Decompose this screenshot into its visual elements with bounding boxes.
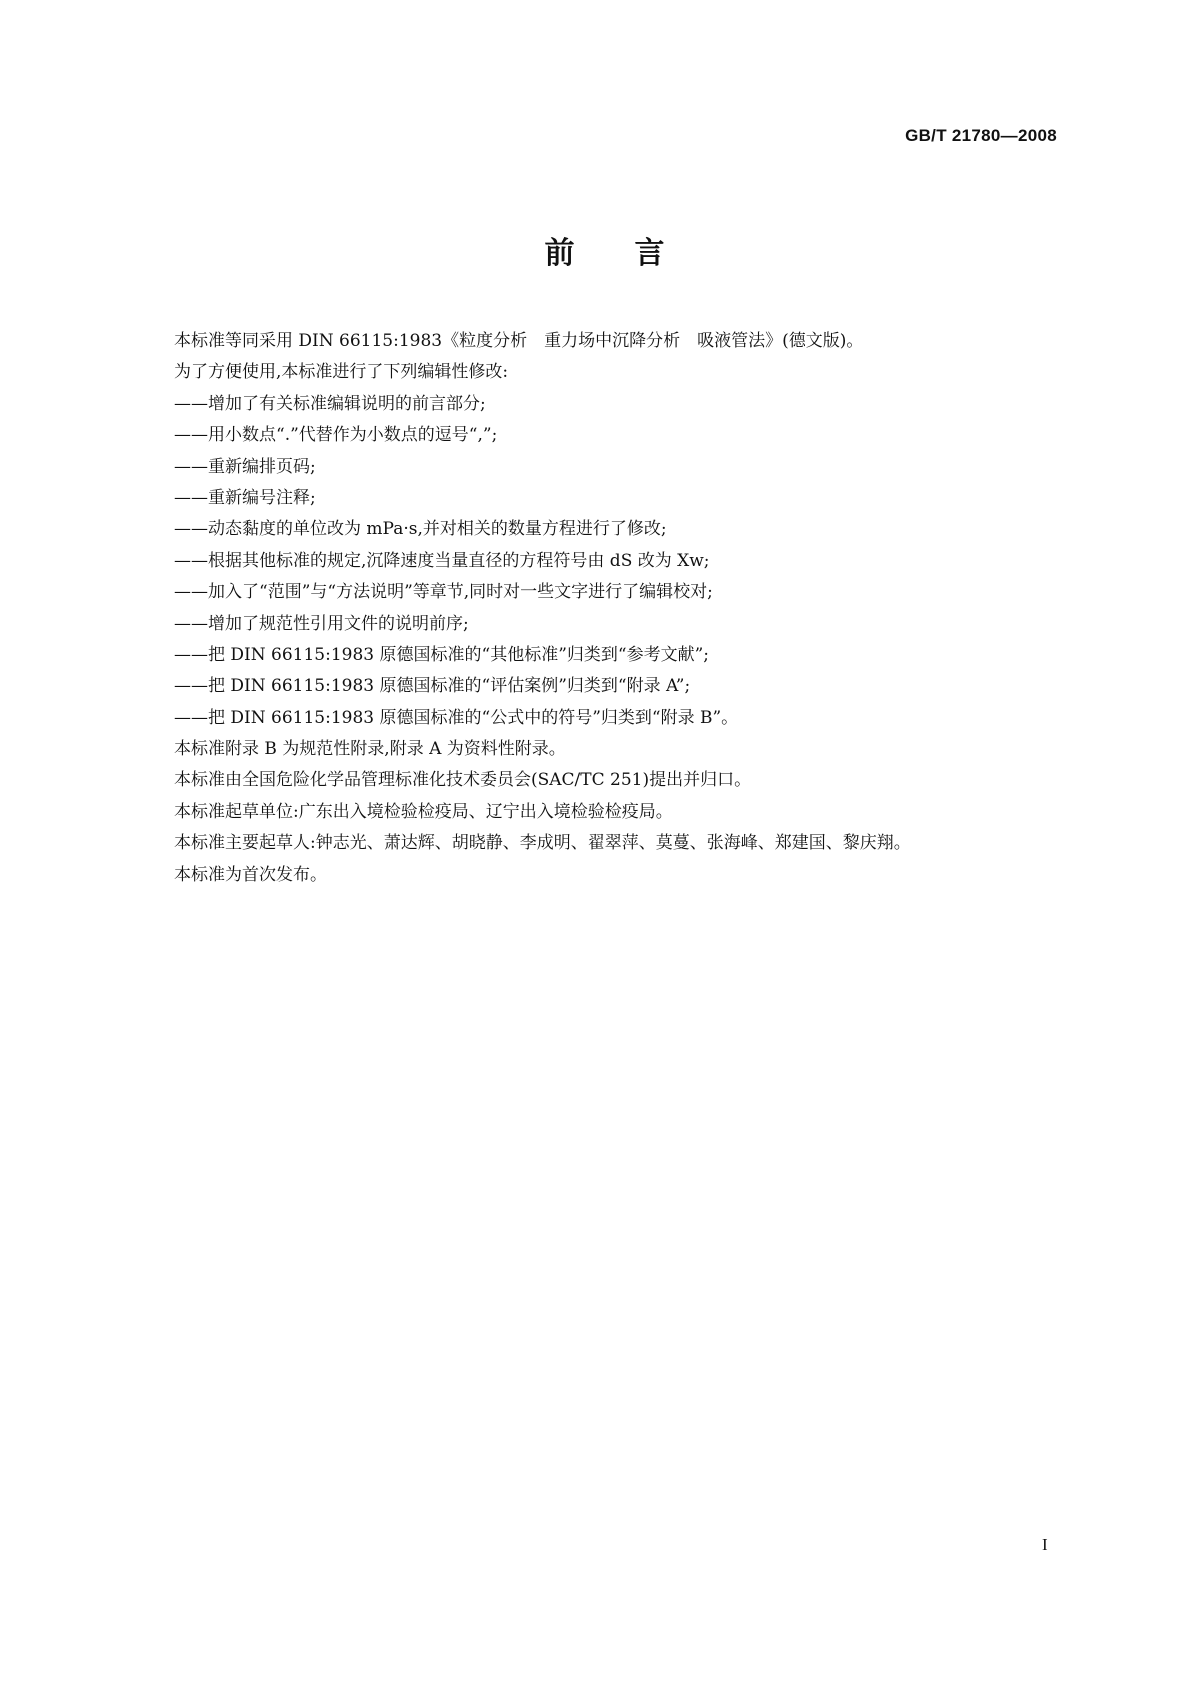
- list-item: ——把 DIN 66115:1983 原德国标准的“公式中的符号”归类到“附录 B”。: [174, 707, 739, 728]
- list-item: ——增加了规范性引用文件的说明前序;: [174, 613, 469, 634]
- list-item: ——把 DIN 66115:1983 原德国标准的“评估案例”归类到“附录 A”;: [174, 676, 691, 697]
- list-item: ——重新编排页码;: [174, 456, 316, 477]
- standard-code: GB/T 21780—2008: [905, 126, 1057, 145]
- paragraph-annex: 本标准附录 B 为规范性附录,附录 A 为资料性附录。: [174, 739, 566, 760]
- list-item: ——重新编号注释;: [174, 487, 316, 508]
- list-item: ——根据其他标准的规定,沉降速度当量直径的方程符号由 dS 改为 Xw;: [174, 550, 710, 571]
- page-title: 前 言: [544, 236, 665, 271]
- paragraph-first-release: 本标准为首次发布。: [174, 864, 327, 885]
- foreword-body: [174, 326, 1064, 891]
- paragraph-drafters: 本标准主要起草人:钟志光、萧达辉、胡晓静、李成明、翟翠萍、莫蔓、张海峰、郑建国、黎庆翔。: [174, 833, 911, 854]
- page-number: I: [1042, 1535, 1048, 1554]
- list-item: ——把 DIN 66115:1983 原德国标准的“其他标准”归类到“参考文献”;: [174, 644, 709, 665]
- list-item: ——增加了有关标准编辑说明的前言部分;: [174, 393, 486, 414]
- list-item: ——用小数点“.”代替作为小数点的逗号“,”;: [174, 425, 498, 446]
- paragraph-drafting-units: 本标准起草单位:广东出入境检验检疫局、辽宁出入境检验检疫局。: [174, 801, 673, 822]
- list-item: ——动态黏度的单位改为 mPa·s,并对相关的数量方程进行了修改;: [174, 519, 667, 540]
- list-item: ——加入了“范围”与“方法说明”等章节,同时对一些文字进行了编辑校对;: [174, 582, 713, 603]
- paragraph-adoption: 本标准等同采用 DIN 66115:1983《粒度分析 重力场中沉降分析 吸液管法》(德文版)。: [174, 331, 864, 351]
- paragraph-edits-intro: 为了方便使用,本标准进行了下列编辑性修改:: [174, 362, 509, 383]
- paragraph-committee: 本标准由全国危险化学品管理标准化技术委员会(SAC/TC 251)提出并归口。: [174, 770, 752, 791]
